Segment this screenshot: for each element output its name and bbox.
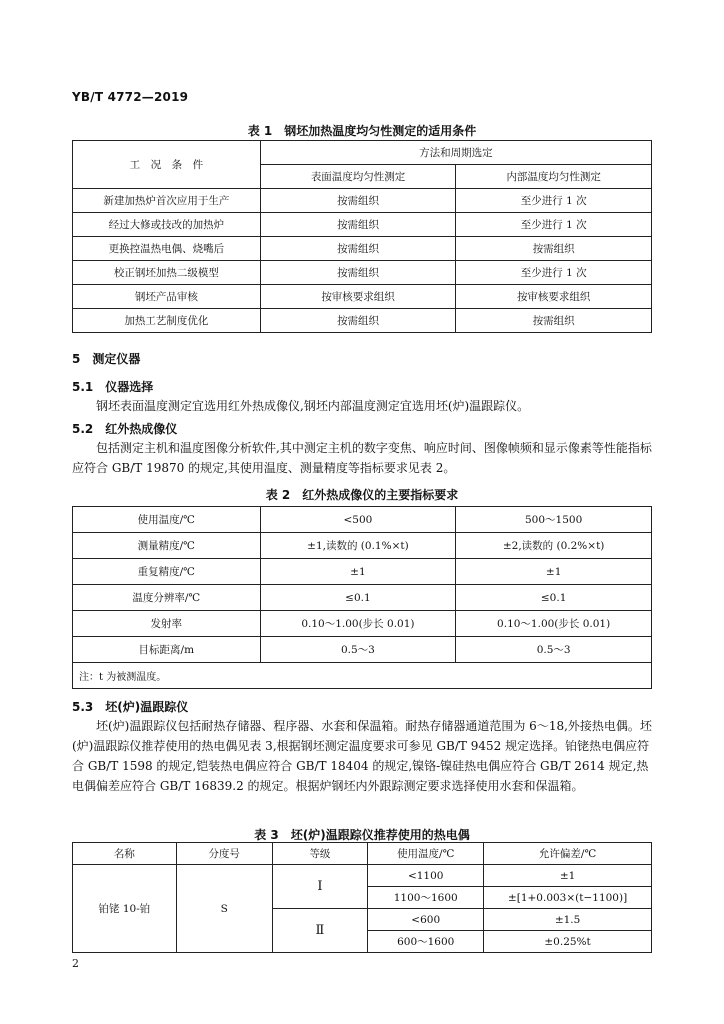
table2 (72, 506, 652, 689)
table-cell: 按需组织 (260, 261, 456, 285)
table-row (73, 507, 652, 533)
thermocouple-name: 铂铑 10-铂 (73, 865, 177, 953)
table1-header-group: 方法和周期选定 (260, 141, 651, 165)
table-cell: 重复精度/℃ (73, 559, 261, 585)
table-cell: 新建加热炉首次应用于生产 (73, 189, 261, 213)
table-cell: ±1 (260, 559, 456, 585)
table-row (73, 261, 652, 285)
table-cell: 温度分辨率/℃ (73, 585, 261, 611)
table-cell: ±1 (456, 559, 652, 585)
table1 (72, 140, 652, 333)
table3-caption: 表 3 坯(炉)温跟踪仪推荐使用的热电偶 (254, 828, 470, 842)
table-cell: ±1 (484, 865, 652, 887)
table-row (73, 585, 652, 611)
table-cell: ±0.25%t (484, 931, 652, 953)
table-cell: 600～1600 (368, 931, 484, 953)
table-cell: 按需组织 (260, 309, 456, 333)
table-cell: 0.5～3 (456, 637, 652, 663)
table-cell: ±[1+0.003×(t−1100)] (484, 887, 652, 909)
table-cell: 经过大修或技改的加热炉 (73, 213, 261, 237)
table-cell: 至少进行 1 次 (456, 261, 652, 285)
table-cell: 至少进行 1 次 (456, 189, 652, 213)
table2-caption: 表 2 红外热成像仪的主要指标要求 (265, 488, 459, 502)
table-cell: 按审核要求组织 (456, 285, 652, 309)
table-header-cell: 分度号 (176, 843, 272, 865)
table-cell: <500 (260, 507, 456, 533)
table-cell: 0.5～3 (260, 637, 456, 663)
table-cell: 按需组织 (456, 237, 652, 261)
table-header-cell: 等级 (272, 843, 368, 865)
table-row (73, 237, 652, 261)
section-5-heading: 5 测定仪器 (72, 352, 141, 366)
paragraph: 包括测定主机和温度图像分析软件,其中测定主机的数字变焦、响应时间、图像帧频和显示像素等性能指标应符合 GB/T 19870 的规定,其使用温度、测量精度等指标要求见表 2。 (72, 441, 652, 475)
section-5-3-heading: 5.3 坯(炉)温跟踪仪 (72, 700, 189, 714)
table-cell: 按需组织 (260, 213, 456, 237)
section-5-1-text (72, 396, 652, 416)
table-header-cell: 允许偏差/℃ (484, 843, 652, 865)
grade-cell: Ⅰ (272, 865, 368, 909)
paragraph: 坯(炉)温跟踪仪包括耐热存储器、程序器、水套和保温箱。耐热存储器通道范围为 6～18,外接热电偶。坯(炉)温跟踪仪推荐使用的热电偶见表 3,根据钢坯测定温度要求可参见 GB/T 9452 规定选择。铂铑热电偶应符合 GB/T 1598 的规定,铠装热电偶应符合 GB/T 18404 的规定,镍铬-镍硅热电偶应符合 GB/T 2614 规定,热电偶偏差应符合 GB/T 16839.2 的规定。根据炉钢坯内外跟踪测定要求选择使用水套和保温箱。 (72, 719, 652, 793)
table-header-cell: 名称 (73, 843, 177, 865)
graduation-code: S (176, 865, 272, 953)
table-cell: 至少进行 1 次 (456, 213, 652, 237)
table-cell: ±1,读数的 (0.1%×t) (260, 533, 456, 559)
table-cell: 钢坯产品审核 (73, 285, 261, 309)
table1-caption: 表 1 钢坯加热温度均匀性测定的适用条件 (247, 124, 477, 138)
table-row (73, 865, 652, 887)
table-row (73, 309, 652, 333)
paragraph: 钢坯表面温度测定宜选用红外热成像仪,钢坯内部温度测定宜选用坯(炉)温跟踪仪。 (96, 399, 530, 413)
section-5-3-text (72, 716, 652, 796)
table-row (73, 213, 652, 237)
section-5-2-text (72, 438, 652, 478)
table-cell: ±2,读数的 (0.2%×t) (456, 533, 652, 559)
table-header-cell: 使用温度/℃ (368, 843, 484, 865)
table-cell: 发射率 (73, 611, 261, 637)
table-cell: <600 (368, 909, 484, 931)
table-cell: ≤0.1 (456, 585, 652, 611)
table-row (73, 637, 652, 663)
table-row (73, 189, 652, 213)
table-cell: 测量精度/℃ (73, 533, 261, 559)
table-header-row (73, 843, 652, 865)
table-cell: 1100～1600 (368, 887, 484, 909)
table-cell: 500～1500 (456, 507, 652, 533)
table-cell: 校正钢坯加热二级模型 (73, 261, 261, 285)
table-cell: 按需组织 (260, 237, 456, 261)
table-cell: 0.10～1.00(步长 0.01) (456, 611, 652, 637)
table-cell: 使用温度/℃ (73, 507, 261, 533)
table1-header-surface: 表面温度均匀性测定 (260, 165, 456, 189)
standard-number: YB/T 4772—2019 (72, 90, 189, 104)
table-row (73, 559, 652, 585)
page-number: 2 (72, 957, 79, 970)
table-cell: ≤0.1 (260, 585, 456, 611)
table-cell: <1100 (368, 865, 484, 887)
table-cell: 0.10～1.00(步长 0.01) (260, 611, 456, 637)
table-row (73, 533, 652, 559)
table1-header-condition: 工 况 条 件 (73, 141, 261, 189)
table-cell: ±1.5 (484, 909, 652, 931)
section-5-2-heading: 5.2 红外热成像仪 (72, 422, 178, 436)
table-row (73, 285, 652, 309)
table-cell: 按需组织 (456, 309, 652, 333)
table3 (72, 842, 652, 953)
table-cell: 按需组织 (260, 189, 456, 213)
table1-header-internal: 内部温度均匀性测定 (456, 165, 652, 189)
table-cell: 按审核要求组织 (260, 285, 456, 309)
table-cell: 更换控温热电偶、烧嘴后 (73, 237, 261, 261)
table2-note: 注：t 为被测温度。 (73, 663, 652, 689)
grade-cell: Ⅱ (272, 909, 368, 953)
table-row (73, 611, 652, 637)
table-cell: 加热工艺制度优化 (73, 309, 261, 333)
section-5-1-heading: 5.1 仪器选择 (72, 380, 154, 394)
table-cell: 目标距离/m (73, 637, 261, 663)
